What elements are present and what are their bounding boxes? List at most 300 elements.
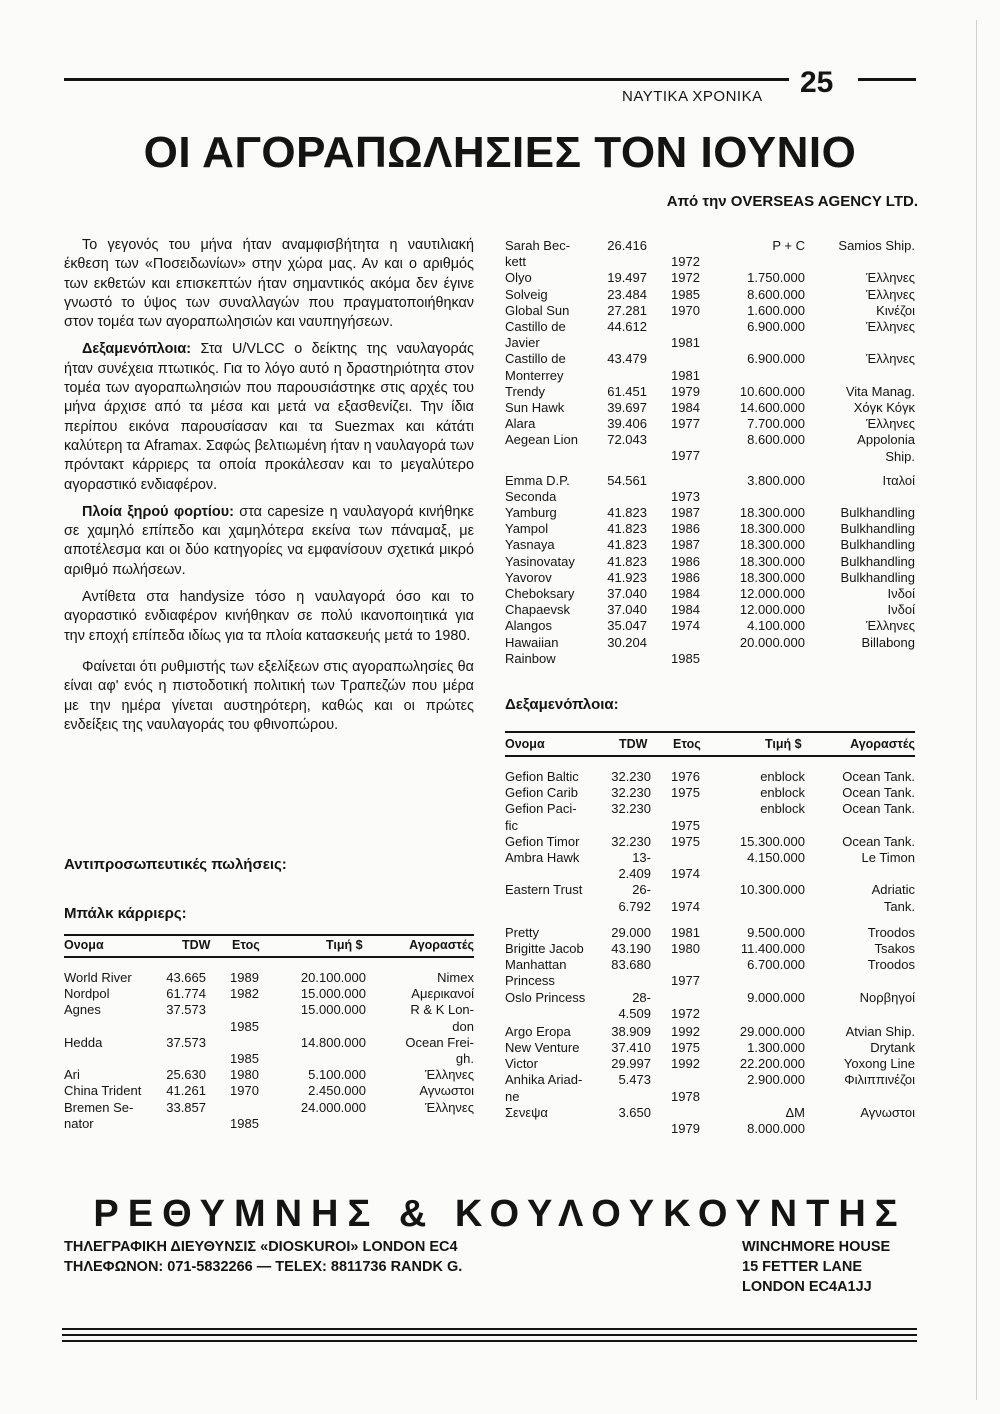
ship-name-line: Ari [64, 1067, 80, 1083]
dwt-value-line: 54.561 [607, 472, 647, 488]
table-row [505, 1056, 915, 1072]
year-value-line: 1972 [671, 1005, 700, 1021]
dwt-value [607, 432, 647, 448]
dry-cargo-text: στα capesize η ναυλαγορά κινήθηκε σε χαμηλό επίπεδο και χαμηλότερα εκείνα των πάναμαξ, με αποτέλεσμα και οι δύο κατηγορίες να εμφανίσουν σχετικά μικρό αριθμό πωλήσεων. [64, 503, 474, 578]
ship-name [505, 925, 605, 941]
year-value [230, 1019, 259, 1035]
ship-name-line: Seconda [505, 488, 557, 504]
table-row [64, 1067, 474, 1083]
ship-name-line: Castillo de [505, 351, 566, 367]
year-value [671, 554, 700, 570]
year-value-line: 1979 [671, 383, 700, 399]
year-value [671, 866, 700, 882]
address-line-3: LONDON EC4A1JJ [742, 1279, 872, 1295]
table-row [505, 270, 915, 286]
year-value [230, 1051, 259, 1067]
table-row [64, 1100, 474, 1132]
ship-name [505, 618, 600, 634]
tanker-header-rule [505, 755, 915, 757]
price-value-line: 12.000.000 [739, 602, 805, 618]
buyer-value [841, 521, 915, 537]
dwt-value-line: 41.823 [607, 553, 647, 569]
price-value-line: 5.100.000 [308, 1067, 366, 1083]
year-value [230, 970, 259, 986]
dwt-value-line: 37.410 [611, 1040, 651, 1056]
ship-name-line: Victor [505, 1056, 538, 1072]
buyer-value [846, 1024, 915, 1040]
dwt-value [611, 1040, 651, 1056]
ship-name [505, 554, 600, 570]
year-value-line: 1978 [671, 1088, 700, 1104]
price-value [747, 990, 805, 1006]
year-value-line: 1981 [671, 367, 700, 383]
year-value-line: 1977 [671, 973, 700, 989]
buyer-value [866, 270, 915, 286]
ship-name-line: Gefion Baltic [505, 769, 579, 784]
table-row [505, 537, 915, 553]
ship-name [505, 521, 600, 537]
buyer-value [866, 351, 915, 367]
year-value [671, 505, 700, 521]
dwt-value-line: 61.774 [166, 986, 206, 1002]
ship-name-line: Solveig [505, 286, 548, 302]
dwt-value-line: 38.909 [611, 1023, 651, 1039]
dwt-value [611, 957, 651, 973]
buyer-value [862, 850, 915, 866]
ship-name [505, 586, 600, 602]
dwt-value [607, 521, 647, 537]
dwt-value-line: 32.230 [611, 785, 651, 801]
dwt-value-line: 41.823 [607, 537, 647, 553]
table-row [505, 635, 915, 667]
paragraph-dry-cargo [64, 503, 474, 580]
buyer-value [888, 586, 915, 602]
dwt-value-line: 4.509 [618, 1005, 651, 1021]
buyer-value [866, 319, 915, 335]
price-value [740, 882, 805, 898]
price-value-line: 15.000.000 [300, 986, 366, 1002]
price-value-line: 20.100.000 [300, 970, 366, 985]
table-row [505, 990, 915, 1022]
ship-name [64, 1035, 164, 1051]
buyer-value [888, 602, 915, 618]
year-value [671, 570, 700, 586]
year-value-line: 1992 [671, 1023, 700, 1039]
dwt-value [611, 801, 651, 817]
price-value [747, 473, 805, 489]
buyer-value-line: Έλληνες [425, 1099, 474, 1115]
buyer-value [425, 1100, 474, 1116]
ship-name-line: Argo Eropa [505, 1023, 571, 1039]
dwt-value-line: 41.823 [607, 505, 647, 521]
ship-name [505, 635, 600, 667]
price-value-line: 24.000.000 [300, 1099, 366, 1115]
table-row [505, 925, 915, 941]
company-name: ΡΕΘΥΜΝΗΣ & ΚΟΥΛΟΥΚΟΥΝΤΗΣ [93, 1193, 907, 1235]
buyer-value-line: Ινδοί [887, 602, 915, 618]
ship-name-line: Gefion Paci- [505, 801, 577, 817]
dwt-value [607, 351, 647, 367]
price-value-line: 1.750.000 [747, 270, 805, 286]
col-price: Τιμή $ [326, 938, 363, 952]
dwt-value-line: 39.697 [607, 399, 647, 415]
ship-name [505, 537, 600, 553]
price-value-line: enblock [760, 785, 805, 801]
ship-name-line: Yavorov [505, 569, 552, 585]
year-value-line: 1985 [230, 1115, 259, 1131]
ship-name-line: Yamburg [505, 505, 557, 521]
price-value-line: 14.600.000 [739, 399, 805, 415]
year-value [671, 651, 700, 667]
table-row [505, 586, 915, 602]
ship-name [505, 473, 600, 505]
dwt-value [166, 1067, 206, 1083]
year-value [671, 416, 700, 432]
year-value-line: 1987 [671, 505, 700, 521]
table-row [505, 319, 915, 351]
dwt-value [607, 505, 647, 521]
buyer-value [841, 505, 915, 521]
year-value [230, 1067, 259, 1083]
header-rule-right [858, 78, 916, 81]
ship-name-line: Alangos [505, 618, 552, 634]
buyer-value-line: Έλληνες [866, 270, 915, 286]
price-value [760, 801, 805, 817]
ship-name [505, 801, 605, 833]
ship-name [505, 570, 600, 586]
ship-name [505, 416, 600, 432]
year-value-line: 1973 [671, 488, 700, 504]
buyer-value [868, 957, 915, 973]
table-row [505, 785, 915, 801]
price-value-line: 6.900.000 [747, 351, 805, 367]
price-value-line: 1.300.000 [747, 1040, 805, 1056]
tankers-text: Στα U/VLCC ο δείκτης της ναυλαγοράς ήταν συνέχεια πτωτικός. Για το λόγο αυτό η δραστηριότητα στον τομέα των αγοραπωλησιών που παρουσιάστηκε στις αρχές του μήνα άρχισε από τα μέσα και μετά να εξασθενίζει. Την ίδια περίπου εικόνα παρουσίασαν και τα Suezmax και κάτάτι καλύτερη τα Aframax. Σαφώς βελτιωμένη ήταν η ναυλαγορά των πρόντακτ κάρριερς τα οποία προκάλεσαν και το μεγαλύτερο αγοραστικό ενδιαφέρον. [64, 341, 474, 493]
ship-name [505, 319, 600, 351]
ship-name-line: Javier [505, 335, 540, 351]
dwt-value [607, 618, 647, 634]
year-value-line: 1979 [671, 1121, 700, 1137]
buyer-value-line: Έλληνες [425, 1067, 474, 1083]
buyer-value-line: Troodos [867, 957, 915, 973]
footer-rule-2 [62, 1334, 917, 1336]
ship-name [505, 1040, 605, 1056]
price-value [301, 970, 366, 986]
price-value-line: 15.000.000 [300, 1002, 366, 1018]
price-value [747, 303, 805, 319]
col-name: Ονομα [64, 938, 104, 952]
price-value [760, 769, 805, 785]
ship-name-line: Sarah Bec- [505, 238, 571, 253]
dwt-value [607, 270, 647, 286]
buyer-value [425, 1067, 474, 1083]
buyer-value [841, 537, 915, 553]
price-value-line: enblock [760, 769, 805, 784]
price-value [740, 635, 805, 651]
price-value-line: 18.300.000 [739, 505, 805, 521]
ship-name-line: New Venture [505, 1040, 580, 1056]
price-value [747, 618, 805, 634]
dwt-value [611, 834, 651, 850]
table-header [64, 936, 474, 956]
buyer-value [875, 941, 915, 957]
dwt-value-line: 72.043 [607, 432, 647, 448]
price-value-line: 2.900.000 [747, 1072, 805, 1088]
price-value-line: 29.000.000 [739, 1023, 805, 1039]
buyer-value-line: Ocean Frei- [405, 1034, 474, 1050]
price-value-line: 10.300.000 [739, 882, 805, 898]
ship-name [505, 882, 605, 898]
price-value [747, 1105, 805, 1137]
buyer-value-line: Billabong [861, 634, 915, 650]
year-value [671, 287, 700, 303]
year-value [671, 303, 700, 319]
ship-name [505, 238, 600, 270]
price-value-line: 3.800.000 [747, 472, 805, 488]
buyer-value-line: Adriatic [871, 882, 915, 898]
tanker-col-name: Ονομα [505, 737, 545, 751]
year-value-line: 1975 [671, 817, 700, 833]
dwt-value-line: 28- [632, 989, 651, 1005]
price-value-line: 14.800.000 [300, 1034, 366, 1050]
buyer-value-line: Vita Manag. [845, 383, 915, 399]
ship-name-line: Gefion Carib [505, 785, 578, 801]
buyer-value-line: Αμερικανοί [411, 986, 474, 1002]
year-value-line: 1972 [671, 254, 700, 270]
year-value-line: 1985 [230, 1018, 259, 1034]
bulk-carriers-table-continued [505, 238, 915, 667]
ship-name [505, 957, 605, 989]
year-value-line: 1987 [671, 537, 700, 553]
year-value-line: 1982 [230, 986, 259, 1002]
table-row [64, 1035, 474, 1067]
buyer-value [842, 834, 915, 850]
price-value-line: 18.300.000 [739, 553, 805, 569]
table-row [505, 554, 915, 570]
buyer-value-line: Ινδοί [887, 586, 915, 602]
dwt-value-line: 27.281 [607, 302, 647, 318]
buyer-value [411, 986, 474, 1002]
buyer-value [841, 554, 915, 570]
price-value [308, 1083, 366, 1099]
buyer-value-line: R & K Lon- [410, 1002, 474, 1018]
price-value [747, 319, 805, 335]
ship-name-line: Alara [505, 416, 536, 432]
phone-telex: ΤΗΛΕΦΩΝΟΝ: 071-5832266 — TELEX: 8811736 RANDK G. [64, 1259, 463, 1275]
year-value [671, 834, 700, 850]
buyer-value-line: Drytank [870, 1040, 915, 1056]
price-value-line: 12.000.000 [739, 586, 805, 602]
ship-name-line: Ambra Hawk [505, 849, 580, 865]
year-value-line: 1986 [671, 569, 700, 585]
year-value-line: 1984 [671, 602, 700, 618]
ship-name [64, 1002, 164, 1018]
buyer-value-line: Ocean Tank. [842, 833, 915, 849]
ship-name-line: Castillo de [505, 318, 566, 334]
buyer-value-line: Bulkhandling [840, 537, 915, 553]
price-value [740, 554, 805, 570]
ship-name [505, 505, 600, 521]
year-value-line: 1975 [671, 1040, 700, 1056]
year-value-line: 1980 [671, 940, 700, 956]
dwt-value [607, 635, 647, 651]
price-value-line: P + C [772, 238, 805, 253]
dwt-value [618, 882, 651, 914]
telegraph-address: ΤΗΛΕΓΡΑΦΙΚΗ ΔΙΕΥΘΥΝΣΙΣ «DIOSKUROI» LONDON EC4 [64, 1239, 458, 1255]
year-value-line: 1989 [230, 970, 259, 985]
ship-name [505, 785, 605, 801]
table-row [505, 769, 915, 785]
buyer-value [838, 238, 915, 254]
table-row [505, 521, 915, 537]
price-value-line: 18.300.000 [739, 521, 805, 537]
tankers-heading: Δεξαμενόπλοια: [82, 341, 192, 358]
buyer-value-line: Bulkhandling [840, 569, 915, 585]
year-value [671, 537, 700, 553]
dwt-value-line: 37.040 [607, 602, 647, 618]
buyer-value [866, 416, 915, 432]
table-row [505, 1072, 915, 1104]
dwt-value-line: 30.204 [607, 634, 647, 650]
price-value [740, 505, 805, 521]
ship-name [505, 941, 605, 957]
price-value-line: 8.000.000 [747, 1121, 805, 1137]
price-value [740, 400, 805, 416]
year-value-line: 1976 [671, 769, 700, 784]
year-value [671, 489, 700, 505]
address-line-2: 15 FETTER LANE [742, 1259, 863, 1275]
buyer-value-line: Bulkhandling [840, 553, 915, 569]
ship-name-line: Brigitte Jacob [505, 940, 584, 956]
buyer-value-line: Appolonia [857, 432, 915, 448]
year-value-line: 1977 [671, 416, 700, 432]
ship-name-line: Gefion Timor [505, 833, 580, 849]
tanker-table-header [505, 733, 915, 755]
buyer-value-line: Yoxong Line [843, 1056, 915, 1072]
dwt-value [618, 1072, 651, 1088]
price-value-line: 4.100.000 [747, 618, 805, 634]
year-value-line: 1984 [671, 586, 700, 602]
year-value [230, 1083, 259, 1099]
buyer-value [866, 618, 915, 634]
dwt-value-line: 37.573 [166, 1034, 206, 1050]
table-row [505, 618, 915, 634]
dwt-value-line: 25.630 [166, 1067, 206, 1083]
year-value-line: 1985 [671, 286, 700, 302]
dwt-value-line: 83.680 [611, 957, 651, 973]
buyer-value [419, 1083, 474, 1099]
ship-name [505, 287, 600, 303]
dwt-value-line: 41.923 [607, 569, 647, 585]
dwt-value-line: 43.190 [611, 940, 651, 956]
price-value [747, 1040, 805, 1056]
price-value [747, 416, 805, 432]
price-value-line: 18.300.000 [739, 569, 805, 585]
ship-name-line: Olyo [505, 270, 532, 286]
ship-name-line: nator [64, 1115, 94, 1131]
table-row [64, 1083, 474, 1099]
dwt-value [607, 416, 647, 432]
dwt-value [166, 970, 206, 986]
footer-rule-3 [62, 1340, 917, 1342]
price-value-line: 2.450.000 [308, 1083, 366, 1099]
price-value-line: 4.150.000 [747, 849, 805, 865]
price-value-line: 15.300.000 [739, 833, 805, 849]
ship-name-line: Monterrey [505, 367, 564, 383]
year-value [671, 254, 700, 270]
dwt-value [607, 400, 647, 416]
buyer-value-line: Le Timon [861, 849, 915, 865]
buyer-value-line: Ocean Tank. [842, 801, 915, 817]
ship-name-line: Σενεψα [505, 1104, 548, 1120]
table-row [505, 287, 915, 303]
dwt-value [607, 238, 647, 254]
dwt-value [607, 319, 647, 335]
ship-name-line: ne [505, 1088, 520, 1104]
price-value [747, 850, 805, 866]
price-value [740, 537, 805, 553]
buyer-value-line: don [452, 1018, 474, 1034]
price-value [740, 521, 805, 537]
paragraph-outlook: Φαίνεται ότι ρυθμιστής των εξελίξεων στις αγοραπωλησίες θα είναι αφ' ενός η πιστοδοτική πολιτική των Τραπεζών που μέρα με την ημέρα γίνεται αυστηρότερη, καθώς και οι πρώτες ενδείξεις της ναυλαγοράς του φθινοπώρου. [64, 658, 474, 733]
ship-name [64, 970, 164, 986]
year-value [671, 1024, 700, 1040]
year-value [671, 1040, 700, 1056]
dwt-value-line: 26- [632, 882, 651, 898]
paragraph-tankers [64, 340, 474, 494]
buyer-value-line: Έλληνες [866, 351, 915, 367]
dwt-value-line: 39.406 [607, 416, 647, 432]
table-row [505, 505, 915, 521]
price-value-line: 7.700.000 [747, 416, 805, 432]
ship-name-line: Global Sun [505, 302, 570, 318]
table-row [505, 1105, 915, 1137]
ship-name-line: Sun Hawk [505, 399, 565, 415]
buyer-value [844, 1056, 915, 1072]
buyer-value-line: Ocean Tank. [842, 785, 915, 801]
ship-name [64, 986, 164, 1002]
year-value [671, 785, 700, 801]
year-value [671, 400, 700, 416]
ship-name-line: Yasnaya [505, 537, 555, 553]
footer-rule-1 [62, 1328, 917, 1330]
price-value-line: 18.300.000 [739, 537, 805, 553]
price-value [740, 1056, 805, 1072]
buyer-value [868, 925, 915, 941]
year-value [230, 986, 259, 1002]
price-value [301, 1002, 366, 1018]
ship-name-line: fic [505, 817, 518, 833]
ship-name-line: Bremen Se- [64, 1099, 134, 1115]
ship-name-line: Yampol [505, 521, 549, 537]
dwt-value-line: 2.409 [618, 866, 651, 882]
year-value-line: 1970 [671, 302, 700, 318]
tanker-col-buyers: Αγοραστές [850, 737, 915, 751]
ship-name [505, 602, 600, 618]
buyer-value [842, 785, 915, 801]
price-value-line: enblock [760, 801, 805, 817]
dry-cargo-heading: Πλοία ξηρού φορτίου: [82, 503, 234, 520]
dwt-value [607, 554, 647, 570]
price-value-line: 6.900.000 [747, 318, 805, 334]
year-value-line: 1992 [671, 1056, 700, 1072]
ship-name-line: Hawaiian [505, 634, 559, 650]
article-body [64, 236, 474, 743]
table-row [505, 351, 915, 383]
ship-name [505, 850, 605, 866]
tankers-table [505, 731, 915, 1137]
buyer-value-line: Έλληνες [866, 286, 915, 302]
